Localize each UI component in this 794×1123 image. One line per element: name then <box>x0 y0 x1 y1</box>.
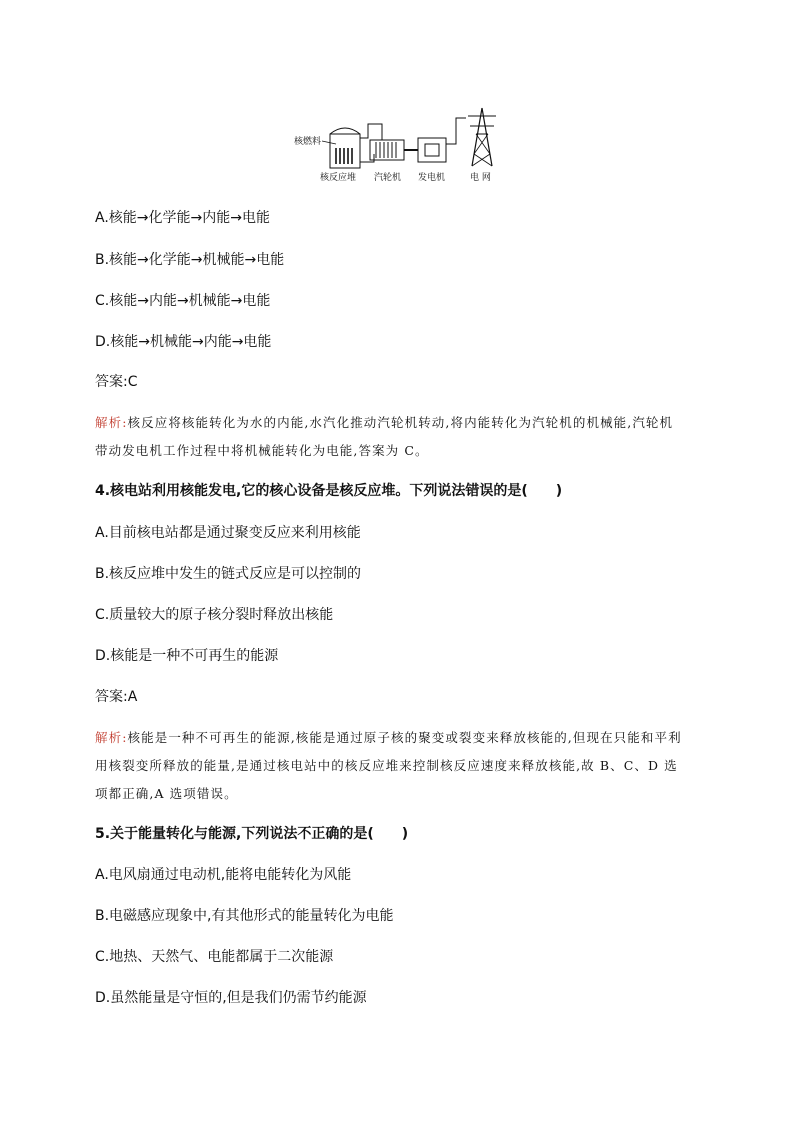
q5-option-c: C.地热、天然气、电能都属于二次能源 <box>95 949 334 965</box>
q4-answer: 答案:A <box>95 689 138 705</box>
turbine-label: 汽轮机 <box>374 173 402 183</box>
q4-option-a: A.目前核电站都是通过聚变反应来利用核能 <box>95 525 361 541</box>
q4-stem: 4.核电站利用核能发电,它的核心设备是核反应堆。下列说法错误的是( ) <box>95 483 563 499</box>
q5-option-b: B.电磁感应现象中,有其他形式的能量转化为电能 <box>95 908 394 924</box>
q5-option-a: A.电风扇通过电动机,能将电能转化为风能 <box>95 867 352 883</box>
q3-explanation-line-1: 核反应将核能转化为水的内能,水汽化推动汽轮机转动,将内能转化为汽轮机的机械能,汽轮机 <box>127 415 674 430</box>
q4-explanation-line-1: 核能是一种不可再生的能源,核能是通过原子核的聚变或裂变来释放核能的,但现在只能和平利 <box>127 730 682 745</box>
q4-explanation <box>95 728 705 804</box>
q5-stem: 5.关于能量转化与能源,下列说法不正确的是( ) <box>95 826 409 842</box>
q4-option-b: B.核反应堆中发生的链式反应是可以控制的 <box>95 566 362 582</box>
q4-explanation-line-2: 用核裂变所释放的能量,是通过核电站中的核反应堆来控制核反应速度来释放核能,故 B、C、D 选 <box>95 758 678 773</box>
generator-label: 发电机 <box>418 173 446 183</box>
power-tower-icon <box>468 108 496 166</box>
reactor-icon <box>330 128 360 168</box>
q3-option-a: A.核能→化学能→内能→电能 <box>95 210 270 226</box>
q5-option-d: D.虽然能量是守恒的,但是我们仍需节约能源 <box>95 990 367 1006</box>
q3-explanation <box>95 413 705 461</box>
generator-icon <box>418 138 446 162</box>
q4-option-d: D.核能是一种不可再生的能源 <box>95 648 279 664</box>
q4-explanation-prefix: 解析: <box>95 730 128 745</box>
q3-explanation-prefix: 解析: <box>95 415 128 430</box>
q3-option-b: B.核能→化学能→机械能→电能 <box>95 252 285 268</box>
nuclear-plant-diagram <box>290 104 510 184</box>
grid-label: 电 网 <box>470 173 491 183</box>
q3-answer: 答案:C <box>95 374 138 390</box>
q3-option-d: D.核能→机械能→内能→电能 <box>95 334 272 350</box>
q3-explanation-line-2: 带动发电机工作过程中将机械能转化为电能,答案为 C。 <box>95 443 429 458</box>
turbine-icon <box>370 140 418 160</box>
q4-option-c: C.质量较大的原子核分裂时释放出核能 <box>95 607 334 623</box>
reactor-label: 核反应堆 <box>320 173 357 183</box>
fuel-label: 核燃料 <box>294 137 322 147</box>
q4-explanation-line-3: 项都正确,A 选项错误。 <box>95 786 238 801</box>
q3-option-c: C.核能→内能→机械能→电能 <box>95 293 271 309</box>
